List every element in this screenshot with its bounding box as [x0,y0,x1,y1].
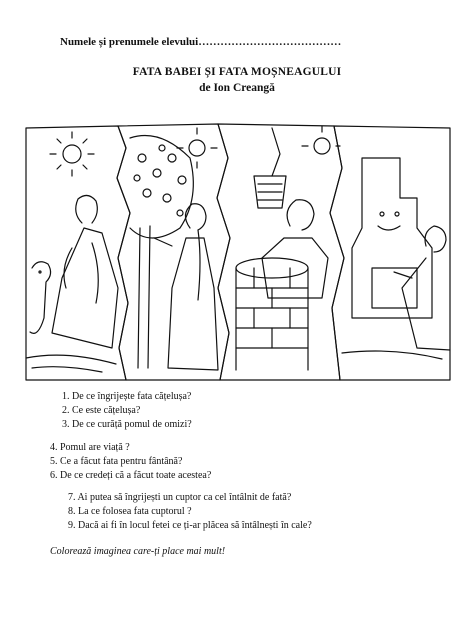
story-illustration [22,118,454,388]
panel-border-1 [26,126,130,380]
worksheet-title: FATA BABEI ȘI FATA MOȘNEAGULUI [132,66,342,78]
question-2: 2. Ce este cățelușa? [62,405,141,416]
question-5: 5. Ce a făcut fata pentru fântână? [50,456,183,467]
student-name-line: Numele și prenumele elevului………………………………… [60,36,342,48]
panel-3-well [236,126,340,370]
panel-2-tree [130,128,218,370]
question-4: 4. Pomul are viață ? [50,442,130,453]
question-9: 9. Dacă ai fi în locul fetei ce ți-ar plăcea să întâlnești în cale? [68,520,312,531]
question-6: 6. De ce credeți că a făcut toate acestea? [50,470,212,481]
question-3: 3. De ce curăță pomul de omizi? [62,419,192,430]
question-8: 8. La ce folosea fata cuptorul ? [68,506,192,517]
panel-4-oven [342,158,450,359]
question-7: 7. Ai putea să îngrijești un cuptor ca cel întâlnit de fată? [68,492,292,503]
panel-1-puppy [26,132,118,372]
question-1: 1. De ce îngrijește fata cățelușa? [62,391,192,402]
worksheet-author: de Ion Creangă [199,82,275,94]
panel-border-2 [117,124,230,380]
coloring-instruction: Colorează imaginea care-ți place mai mult! [50,546,226,557]
